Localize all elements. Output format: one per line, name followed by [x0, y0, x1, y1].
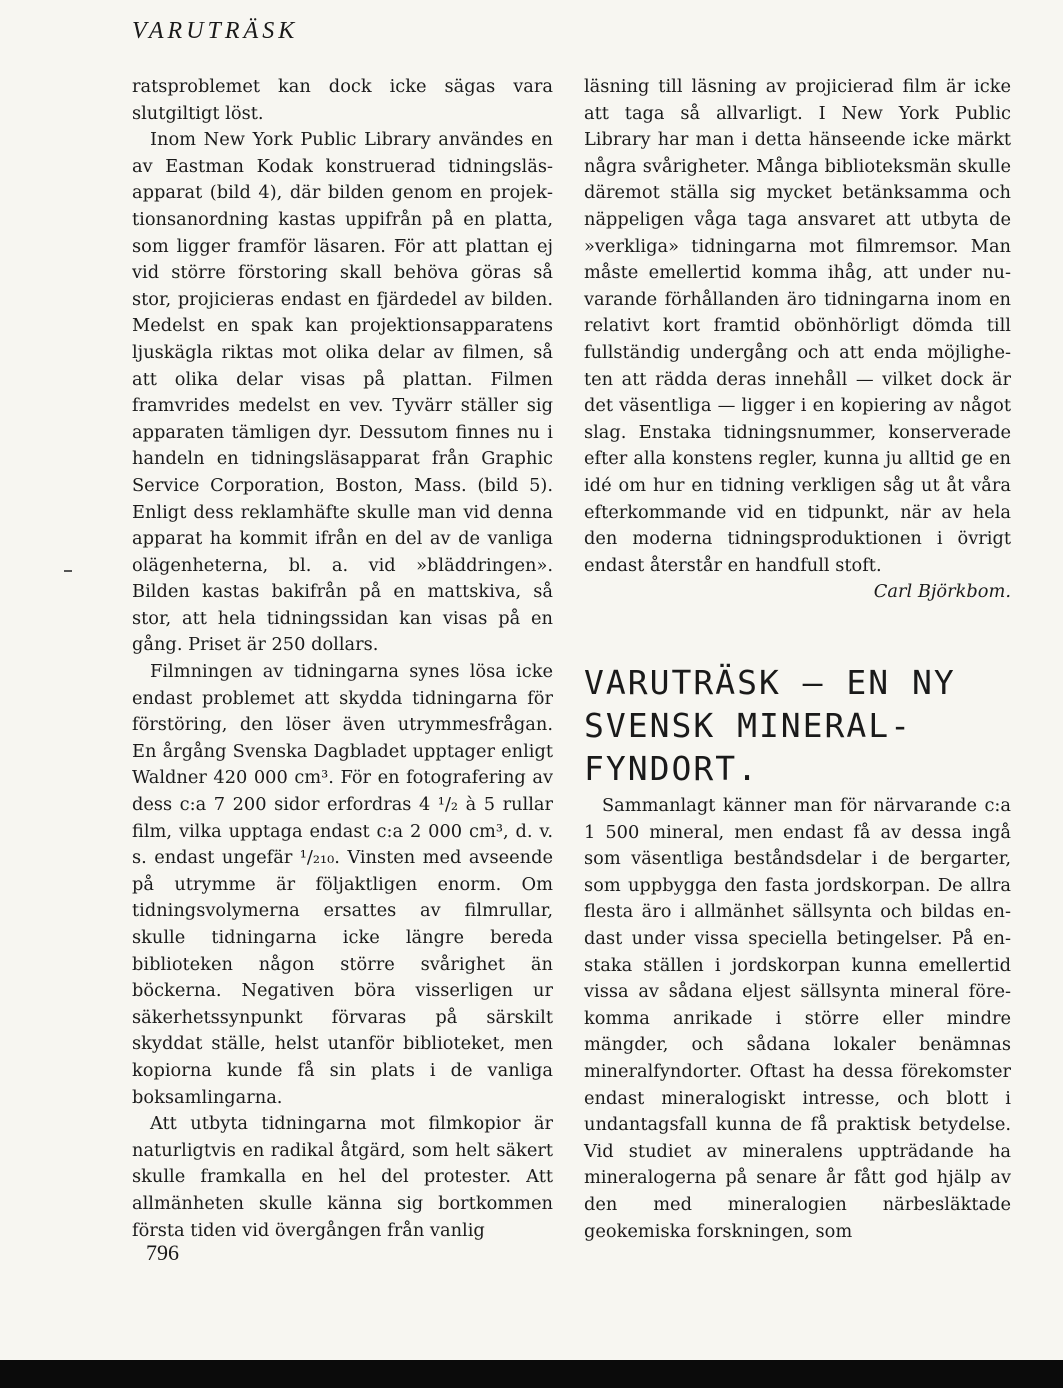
paragraph: ratsproblemet kan dock icke sägas vara slutgiltigt löst.	[132, 76, 553, 124]
author-signature: Carl Björkbom.	[873, 581, 1011, 603]
article-title-line: VARUTRÄSK – EN NY	[584, 663, 956, 702]
margin-mark	[64, 570, 72, 572]
paragraph: Inom New York Public Library användes en av Eastman Kodak konstruerad tidningsläsapparat (bild 4), där bilden genom en projektionsanordning kastas uppifrån på en platta, som ligger framför läsaren. För att plattan ej vid större förstoring skall behöva göras så stor, projicieras endast en fjärdedel av bilden. Medelst en spak kan projektionsapparatens ljuskägla riktas mot olika delar av filmen, så att olika delar visas på plattan. Filmen framvrides medelst en vev. Tyvärr ställer sig apparaten tämligen dyr. Dessutom finnes nu i handeln en tidningsläsapparat från Graphic Service Corporation, Boston, Mass. (bild 5). Enligt dess reklamhäfte skulle man vid denna apparat ha kommit ifrån en del av de vanliga olägenheterna, bl. a. vid »bläddringen». Bilden kastas bakifrån på en mattskiva, så stor, att hela tidningssidan kan visas på en gång. Priset är 250 dollars.	[132, 129, 553, 656]
article-title	[584, 661, 1024, 790]
paragraph: Filmningen av tidningarna synes lösa icke endast problemet att skydda tidningarna för förstöring, den löser även utrymmesfrågan. En årgång Svenska Dagbladet upptager enligt Waldner 420 000 cm³. För en fotografering av dess c:a 7 200 sidor erfordras 4 ¹/₂ à 5 rullar film, vilka upptaga endast c:a 2 000 cm³, d. v. s. endast ungefär ¹/₂₁₀. Vinsten med avseende på utrymme är följaktligen enorm. Om tidningsvolymerna ersattes av filmrullar, skulle tidningarna icke längre bereda biblioteken någon större svårighet än böckerna. Negativen böra visserligen ur säkerhetssynpunkt förvaras på särskilt skyddat ställe, helst utanför biblioteket, men kopiorna kunde få sin plats i de vanliga boksamlingarna.	[132, 661, 553, 1108]
paragraph: läsning till läsning av projicierad film är icke att taga så allvarligt. I New York Public Library har man i detta hänseende icke märkt några svårigheter. Många biblioteksmän skulle däremot ställa sig mycket betänksamma och näppeligen våga taga ansvaret att utbyta de »verkliga» tidningarna mot filmremsor. Man måste emellertid komma ihåg, att under nuvarande förhållanden äro tidningarna inom en relativt kort framtid obönhörligt dömda till fullständig undergång och att enda möjligheten att rädda deras innehåll — vilket dock är det väsentliga — ligger i en kopiering av något slag. Enstaka tidningsnummer, konserverade efter alla konstens regler, kunna ju alltid ge en idé om hur en tidning verkligen såg ut åt våra efterkommande vid en tidpunkt, när av hela den moderna tidningsproduktionen i övrigt endast återstår en handfull stoft.	[584, 76, 1011, 576]
left-column	[132, 74, 553, 1244]
page-number: 796	[146, 1240, 179, 1265]
running-head: VARUTRÄSK	[132, 18, 299, 44]
article-title-line: FYNDORT.	[584, 749, 759, 788]
paragraph: Sammanlagt känner man för närvarande c:a 1 500 mineral, men endast få av dessa ingå som väsentliga beståndsdelar i de bergarter, som uppbygga den fasta jordskorpan. De allra flesta äro i allmänhet sällsynta och bildas endast under vissa speciella betingelser. På enstaka ställen i jordskorpan kunna emellertid vissa av sådana eljest sällsynta mineral förekomma anrikade i större eller mindre mängder, och sådana lokaler benämnas mineralfyndorter. Oftast ha dessa förekomster endast mineralogiskt intresse, och blott i undantagsfall kunna de få praktisk betydelse. Vid studiet av mineralens uppträdande ha mineralogerna på senare år fått god hjälp av den med mineralogien närbesläktade geokemiska forskningen, som	[584, 795, 1011, 1242]
paragraph: Att utbyta tidningarna mot filmkopior är naturligtvis en radikal åtgärd, som helt säkert skulle framkalla en hel del protester. Att allmänheten skulle känna sig bortkommen första tiden vid övergången från vanlig	[132, 1113, 553, 1241]
article-body	[584, 793, 1011, 1245]
article-title-line: SVENSK MINERAL-	[584, 706, 913, 745]
scan-border	[0, 1360, 1063, 1388]
right-column	[584, 74, 1011, 606]
